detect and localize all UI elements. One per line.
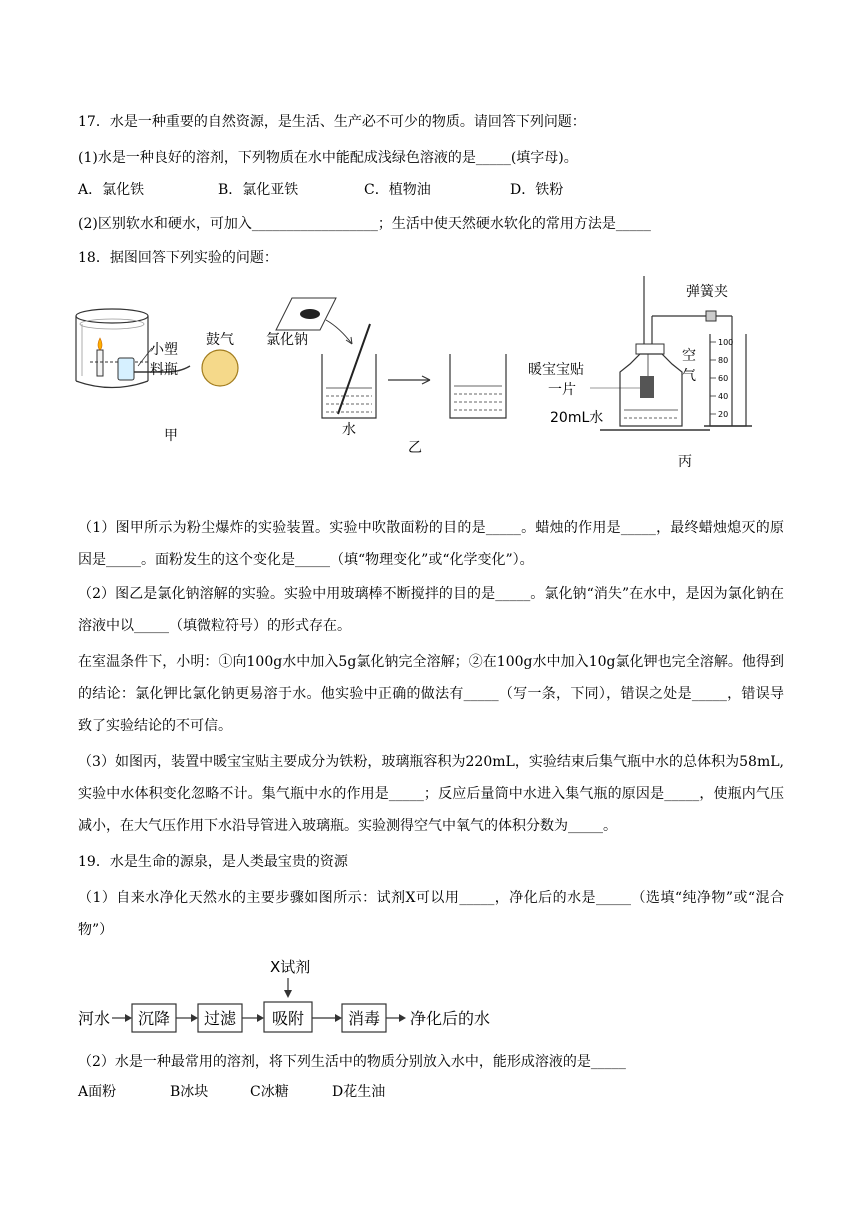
flow-step-2-label: 过滤: [204, 1009, 237, 1028]
warmer-label-1: 暖宝宝贴: [528, 362, 584, 378]
q19-option-b: B冰块: [170, 1084, 209, 1100]
figure-bing: [528, 276, 752, 470]
flow-step-3-label: 吸附: [272, 1009, 305, 1028]
purification-flow-diagram: [74, 952, 514, 1042]
figure-jia: [76, 309, 238, 444]
q18-part1: （1）图甲所示为粉尘爆炸的实验装置。实验中吹散面粉的目的是_____。蜡烛的作用是_____，最终蜡烛熄灭的原因是_____。面粉发生的这个变化是_____（填“物理变化”或“化学变化”）。: [78, 520, 784, 568]
q17-sub1: (1)水是一种良好的溶剂，下列物质在水中能配成浅绿色溶液的是_____(填字母)。: [78, 150, 578, 166]
warmer-patch-icon: [640, 376, 654, 398]
q19-option-c: C冰糖: [250, 1084, 289, 1100]
q19-option-a: A面粉: [78, 1084, 117, 1100]
q17-option-c: C．植物油: [364, 182, 431, 198]
spring-clip-icon: [706, 311, 716, 321]
scale-100: 100: [718, 338, 734, 347]
plastic-bottle-icon: [118, 358, 134, 380]
q19-part1: （1）自来水净化天然水的主要步骤如图所示：试剂X可以用_____，净化后的水是_____（选填“纯净物”或“混合物”）: [78, 890, 784, 938]
jia-caption: 甲: [164, 428, 178, 444]
flow-start-label: 河水: [78, 1009, 111, 1028]
scale-80: 80: [718, 356, 729, 365]
salt-icon: [300, 309, 320, 319]
bing-caption: 丙: [678, 454, 692, 470]
flow-reagent-label: X试剂: [270, 958, 311, 976]
scale-40: 40: [718, 392, 729, 401]
air-label-1: 空: [682, 348, 696, 364]
salt-label: 氯化钠: [266, 332, 308, 348]
bing-water-label: 20mL水: [550, 410, 604, 426]
water-label: 水: [342, 422, 356, 438]
q17-option-d: D．铁粉: [510, 182, 564, 198]
q17-option-a: A．氯化铁: [78, 182, 145, 198]
scale-20: 20: [718, 410, 729, 419]
ball-label: 鼓气: [206, 332, 234, 348]
flow-step-1-label: 沉降: [138, 1009, 171, 1028]
q18-figure: [70, 276, 790, 476]
q17-sub2: (2)区别软水和硬水，可加入__________________；生活中使天然硬水软化的常用方法是_____: [78, 216, 651, 232]
scale-60: 60: [718, 374, 729, 383]
q19-part2: （2）水是一种最常用的溶剂，将下列生活中的物质分别放入水中，能形成溶液的是_____: [78, 1054, 626, 1070]
bottle-label-2: 料瓶: [150, 362, 178, 378]
q18-stem: 18．据图回答下列实验的问题：: [78, 250, 278, 266]
q18-part2: （2）图乙是氯化钠溶解的实验。实验中用玻璃棒不断搅拌的目的是_____。氯化钠“消失”在水中，是因为氯化钠在溶液中以_____（填微粒符号）的形式存在。: [78, 586, 784, 634]
warmer-label-2: 一片: [548, 382, 576, 398]
q19-stem: 19．水是生命的源泉，是人类最宝贵的资源: [78, 854, 348, 870]
yi-caption: 乙: [408, 440, 422, 456]
q19-option-d: D花生油: [332, 1084, 386, 1100]
clip-label: 弹簧夹: [686, 284, 728, 300]
figure-yi: [266, 298, 506, 456]
air-ball-icon: [202, 350, 238, 386]
candle-icon: [97, 350, 103, 376]
q17-option-b: B．氯化亚铁: [218, 182, 299, 198]
q18-part2-experiment: 在室温条件下，小明：①向100g水中加入5g氯化钠完全溶解；②在100g水中加入10g氯化钾也完全溶解。他得到的结论：氯化钾比氯化钠更易溶于水。他实验中正确的做法有_____（写一条，下同），错误之处是_____，错误导致了实验结论的不可信。: [78, 654, 784, 734]
bottle-label-1: 小塑: [150, 342, 178, 358]
glass-rod-icon: [338, 324, 370, 414]
air-label-2: 气: [682, 368, 696, 384]
q18-part3: （3）如图丙，装置中暖宝宝贴主要成分为铁粉，玻璃瓶容积为220mL，实验结束后集气瓶中水的总体积为58mL,实验中水体积变化忽略不计。集气瓶中水的作用是_____；反应后量筒中水进入集气瓶的原因是_____，使瓶内气压减小，在大气压作用下水沿导管进入玻璃瓶。实验测得空气中氧气的体积分数为_____。: [78, 754, 784, 834]
flow-step-4-label: 消毒: [348, 1009, 381, 1028]
q17-stem: 17．水是一种重要的自然资源，是生活、生产必不可少的物质。请回答下列问题：: [78, 114, 586, 130]
flow-end-label: 净化后的水: [410, 1009, 491, 1028]
